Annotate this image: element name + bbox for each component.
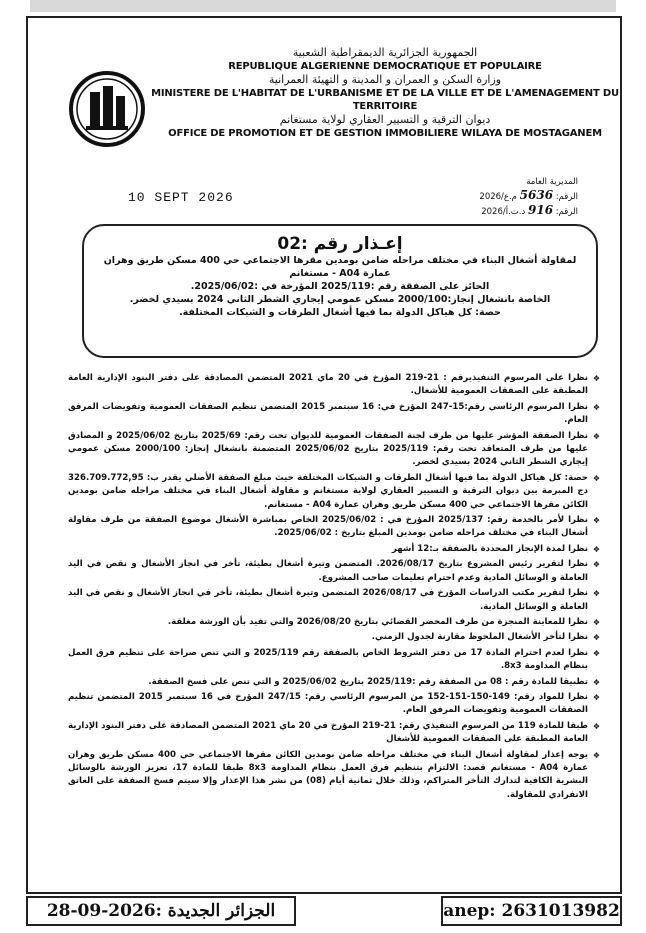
header-fr-republic: REPUBLIQUE ALGERIENNE DEMOCRATIQUE ET POPULAIRE xyxy=(228,61,542,72)
header-ar-office: ديوان الترقية و التسيير العقاري لولاية مستغانم xyxy=(279,113,491,126)
list-item: ❖ نظرا لمدة الإنجاز المحددة بالصفقة بـ:12 أشهر xyxy=(68,543,600,556)
notice-line-4: حصة: كل هياكل الدولة بما فيها أشغال الطرقات و الشبكات المختلفة. xyxy=(179,307,501,318)
reference-block xyxy=(418,176,578,219)
list-item: ❖ نظرا لتقرير رئيس المشروع بتاريخ 2026/08/17. المتضمن وتيرة أشغال بطيئة، تأخر في انجاز الأشغال و نقص في اليد العاملة و الوسائل المادية وعدم احترام تعليمات صاحب المشروع. xyxy=(68,558,600,585)
ref-handwritten: 5636 xyxy=(519,188,554,202)
footer-anep-number: anep: 2631013982 xyxy=(441,896,622,926)
num-label: الرقم: xyxy=(555,207,578,217)
notice-box xyxy=(82,224,598,358)
header-fr-ministry: MINISTERE DE L'HABITAT DE L'URBANISME ET DE LA VILLE ET DE L'AMENAGEMENT DU TERRITOIRE xyxy=(151,88,619,112)
list-item: ❖ نظرا لتقرير مكتب الدراسات المؤرخ في 2026/08/17 المتضمن وتيرة أشغال بطيئة، تأخر في انجاز الأشغال و نقص في اليد العاملة و الوسائل المادية. xyxy=(68,587,600,614)
ref-direction: المديرية العامة xyxy=(526,177,578,187)
num-handwritten: 916 xyxy=(528,203,554,217)
date-stamp: 10 SEPT 2026 xyxy=(128,190,234,205)
opgi-logo-icon xyxy=(68,70,146,148)
list-item: ❖ نظرا الصفقة المؤشر عليها من طرف لجنة الصفقات العمومية للديوان تحت رقم: 2025/69 بتاريخ 2025/06/02 و المصادق عليها من طرف المتعاقد تحت رقم: 2025/119 بتاريخ 2025/06/02 المتضمنة بانشغال إنجاز: 2000/100 مسكن عمومي إيجاري الشطر الثاني 2024 بسيدي لخضر. xyxy=(68,430,600,470)
list-item: ❖ طبقا للمادة 119 من المرسوم التنفيذي رقم: 21-219 المؤرخ في 20 ماي 2021 المتضمن المصادقة على دفتر البنود الإدارية العامة المطبقة على الصفقات العمومية للأشغال xyxy=(68,720,600,747)
header-ar-republic: الجمهورية الجزائرية الديمقراطية الشعبية xyxy=(292,46,478,59)
letterhead xyxy=(150,46,620,140)
ref-line-1 xyxy=(418,189,578,204)
list-item: ❖ نظرا لعدم احترام المادة 17 من دفتر الشروط الخاص بالصفقة رقم 2025/119 و التي تنص صراحة على تنظيم فرق العمل بنظام المداومة 8x3. xyxy=(68,647,600,674)
list-item: ❖ تطبيقا للمادة رقم : 08 من الصفقة رقم :2025/119 بتاريخ 2025/06/02 و التي تنص على فسخ الصفقة. xyxy=(68,676,600,689)
list-item: ❖ نظرا للمعاينة المنجزة من طرف المحضر القضائي بتاريخ 2026/08/20 والتي تفيد بأن الورشة مغلقة. xyxy=(68,616,600,629)
clauses-list xyxy=(68,372,600,804)
notice-line-1: لمقاولة أشغال البناء في مختلف مراحله ضامن بومدين مقرها الاجتماعي حي 400 مسكن طريق وهران عمارة A04 - مستغانم xyxy=(103,255,577,279)
list-item: ❖ نظرا للمواد رقم: 149-150-151-152 من المرسوم الرئاسي رقم: 247/15 المؤرخ في 16 سبتمبر 2015 المتضمن تنظيم الصفقات العمومية وتفويضات المرفق العام. xyxy=(68,691,600,718)
notice-line-3: الخاصة بانشغال إنجاز:2000/100 مسكن عمومي إيجاري الشطر الثاني 2024 بسيدي لخضر. xyxy=(129,294,551,305)
list-item: ❖ نظرا على المرسوم التنفيذيرقم : 21-219 المؤرخ في 20 ماي 2021 المتضمن المصادقة على دفتر البنود الإدارية العامة المطبقة على الصفقات العمومية للأشغال. xyxy=(68,372,600,399)
list-item: ❖ نظرا لأمر بالخدمة رقم: 2025/137 المؤرخ في : 2025/06/02 الخاص بمباشرة الأشغال موضوع الصفقة من طرف مقاولة أشغال البناء في مختلف مراحله ضامن بومدين المبلغ بتاريخ : 2025/06/02. xyxy=(68,514,600,541)
list-item: ❖ نظرا لتأخر الأشغال الملحوظ مقارنة لجدول الزمني. xyxy=(68,631,600,644)
footer-newspaper-date: الجزائر الجديدة :2026-09-28 xyxy=(26,896,296,926)
list-item: ❖ حصة: كل هياكل الدولة بما فيها أشغال الطرقات و الشبكات المختلفة حيث مبلغ الصفقة الأصلي يقدر ب: 326.709.772,95 دج المبرمة بين ديوان الترقية و التسيير العقاري لولاية مستغانم و مقاولة أشغال البناء في مختلف مراحله ضامن بومدين الكائن مقرها الاجتماعي حي 400 مسكن طريق وهران عمارة A04 - مستغانم. xyxy=(68,472,600,512)
notice-title: إعـذار رقم :02 xyxy=(277,234,403,254)
ref-suffix: م.ع/2026 xyxy=(479,192,517,202)
notice-line-2: الحائز على الصفقة رقم :2025/119 المؤرخة في :2025/06/02. xyxy=(190,281,490,292)
ref-label: الرقم: xyxy=(555,192,578,202)
top-scan-bar xyxy=(30,0,616,12)
num-suffix: د.ت.أ/2026 xyxy=(481,207,526,217)
list-item: ❖ نظرا المرسوم الرئاسي رقم:15-247 المؤرخ في: 16 سبتمبر 2015 المتضمن تنظيم الصفقات العمومية وتفويضات المرفق العام. xyxy=(68,401,600,428)
ref-line-2 xyxy=(418,204,578,219)
list-item: ❖ يوجه إعذار لمقاولة أشغال البناء في مختلف مراحله ضامن بومدين الكائن مقرها الاجتماعي حي 400 مسكن طريق وهران عمارة A04 - مستغانم قصد: الالتزام بتنظيم فرق العمل بنظام المداومة 8x3 طبقا للمادة 17، تعزيز الورشة بالوسائل البشرية الكافية لتدارك التأخر المتراكم، وذلك خلال ثمانية أيام (08) من نشر هذا الإعذار وإلا سيتم فسخ الصفقة على العاتق الانفرادي للمقاولة. xyxy=(68,749,600,803)
header-ar-ministry: وزارة السكن و العمران و المدينة و التهيئة العمرانية xyxy=(268,73,502,86)
header-fr-office: OFFICE DE PROMOTION ET DE GESTION IMMOBILIERE WILAYA DE MOSTAGANEM xyxy=(168,128,602,139)
